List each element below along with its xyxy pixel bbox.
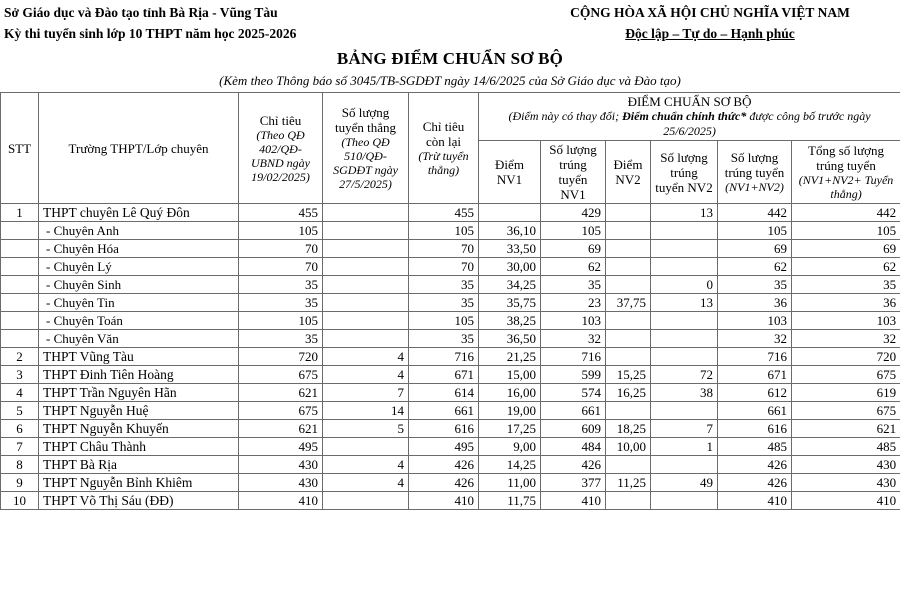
cell-direct: 14 [323,402,409,420]
cell-score-nv2 [606,312,651,330]
th-remain-label: Chỉ tiêu còn lại [422,119,465,149]
table-row [1,492,900,510]
th-total-label: Tổng số lượng trúng tuyển [808,143,885,173]
table-row [1,312,900,330]
cell-count-sum: 716 [718,348,792,366]
cell-stt: 2 [1,348,39,366]
th-direct-note: (Theo QĐ 510/QĐ-SGDĐT ngày 27/5/2025) [333,135,398,191]
cell-total: 675 [792,402,900,420]
table-row [1,348,900,366]
th-group-note-after: được công bố trước ngày 25/6/2025) [663,109,871,138]
cell-remain: 105 [409,312,479,330]
cell-score-nv1: 38,25 [479,312,541,330]
cell-total: 69 [792,240,900,258]
cell-score-nv2 [606,348,651,366]
th-score-nv2: Điểm NV2 [606,141,651,204]
table-row [1,456,900,474]
cell-direct [323,294,409,312]
cell-count-sum: 69 [718,240,792,258]
cell-count-nv1: 410 [541,492,606,510]
cell-count-nv1: 716 [541,348,606,366]
cell-count-sum: 32 [718,330,792,348]
table-row [1,438,900,456]
cell-total: 410 [792,492,900,510]
table-row [1,474,900,492]
table-row [1,366,900,384]
cell-direct [323,438,409,456]
cell-count-sum: 442 [718,204,792,222]
th-count-nv1: Số lượng trúng tuyển NV1 [541,141,606,204]
cell-target: 35 [239,276,323,294]
cell-stt: 1 [1,204,39,222]
cell-score-nv2 [606,276,651,294]
national-motto: Độc lập – Tự do – Hạnh phúc [625,26,795,41]
table-row [1,204,900,222]
cell-score-nv2: 37,75 [606,294,651,312]
cell-score-nv2 [606,492,651,510]
cell-school: THPT Nguyễn Khuyến [39,420,239,438]
cell-direct: 4 [323,348,409,366]
cell-target: 430 [239,474,323,492]
cell-score-nv2 [606,330,651,348]
cell-remain: 426 [409,456,479,474]
cell-count-nv2 [651,348,718,366]
cell-stt: 5 [1,402,39,420]
cell-count-nv2 [651,312,718,330]
th-group-note [483,109,896,139]
cell-total: 619 [792,384,900,402]
cell-target: 70 [239,240,323,258]
page-subtitle: (Kèm theo Thông báo số 3045/TB-SGDĐT ngày 14/6/2025 của Sở Giáo dục và Đào tạo) [219,73,681,88]
cell-score-nv1: 36,50 [479,330,541,348]
cell-count-sum: 410 [718,492,792,510]
cell-stt [1,276,39,294]
cell-target: 105 [239,222,323,240]
cell-score-nv1: 11,00 [479,474,541,492]
cell-count-sum: 612 [718,384,792,402]
cell-score-nv1: 34,25 [479,276,541,294]
th-count-sum-label: Số lượng trúng tuyển [724,150,785,180]
department-name: Sở Giáo dục và Đào tạo tỉnh Bà Rịa - Vũng Tàu [4,5,278,20]
cell-remain: 70 [409,258,479,276]
cell-count-nv1: 609 [541,420,606,438]
cell-remain: 426 [409,474,479,492]
cell-count-nv1: 426 [541,456,606,474]
cell-score-nv2: 18,25 [606,420,651,438]
th-stt: STT [1,93,39,204]
cell-score-nv2 [606,240,651,258]
th-count-sum-note: (NV1+NV2) [725,180,784,194]
cell-score-nv1: 33,50 [479,240,541,258]
th-direct-label: Số lượng tuyển thẳng [334,105,396,135]
cell-count-sum: 62 [718,258,792,276]
cell-count-nv2: 49 [651,474,718,492]
cell-school: THPT Đinh Tiên Hoàng [39,366,239,384]
cell-count-nv1: 599 [541,366,606,384]
cell-remain: 495 [409,438,479,456]
cell-count-sum: 485 [718,438,792,456]
cell-score-nv2: 16,25 [606,384,651,402]
cell-direct [323,492,409,510]
table-row [1,384,900,402]
cell-stt: 4 [1,384,39,402]
cell-count-nv2 [651,240,718,258]
cell-remain: 661 [409,402,479,420]
cell-score-nv2 [606,402,651,420]
cell-score-nv2: 10,00 [606,438,651,456]
cell-direct: 5 [323,420,409,438]
cell-total: 430 [792,474,900,492]
table-row [1,258,900,276]
cell-total: 430 [792,456,900,474]
cell-count-nv1: 23 [541,294,606,312]
header-row-group [1,93,900,141]
cell-count-sum: 35 [718,276,792,294]
cell-count-nv1: 105 [541,222,606,240]
cell-total: 103 [792,312,900,330]
country-name: CỘNG HÒA XÃ HỘI CHỦ NGHĨA VIỆT NAM [570,5,850,20]
cell-school: - Chuyên Hóa [39,240,239,258]
cell-stt [1,312,39,330]
cell-direct [323,312,409,330]
letterhead-right [520,2,900,44]
letterhead [0,0,900,44]
cell-stt: 6 [1,420,39,438]
cell-school: THPT Võ Thị Sáu (ĐĐ) [39,492,239,510]
cell-target: 455 [239,204,323,222]
cell-remain: 35 [409,330,479,348]
letterhead-left [0,2,520,44]
page-title: BẢNG ĐIỂM CHUẨN SƠ BỘ [336,49,564,68]
table-row [1,222,900,240]
cell-score-nv2 [606,204,651,222]
cell-direct: 4 [323,456,409,474]
cell-count-nv2: 1 [651,438,718,456]
cell-stt: 3 [1,366,39,384]
cell-count-nv1: 484 [541,438,606,456]
cell-total: 36 [792,294,900,312]
cell-total: 621 [792,420,900,438]
cell-count-nv1: 574 [541,384,606,402]
cell-count-nv1: 62 [541,258,606,276]
cell-stt [1,294,39,312]
th-remain [409,93,479,204]
cell-direct [323,204,409,222]
table-row [1,330,900,348]
cell-school: - Chuyên Sinh [39,276,239,294]
cell-school: - Chuyên Lý [39,258,239,276]
cell-score-nv1: 35,75 [479,294,541,312]
cell-score-nv1: 17,25 [479,420,541,438]
cell-direct: 4 [323,474,409,492]
cell-remain: 70 [409,240,479,258]
cell-total: 105 [792,222,900,240]
th-target [239,93,323,204]
cell-school: THPT chuyên Lê Quý Đôn [39,204,239,222]
cell-count-nv2 [651,492,718,510]
cell-direct [323,240,409,258]
cell-count-sum: 105 [718,222,792,240]
cell-count-sum: 661 [718,402,792,420]
cell-total: 485 [792,438,900,456]
cell-remain: 35 [409,276,479,294]
th-direct [323,93,409,204]
cell-remain: 35 [409,294,479,312]
cell-count-nv1: 32 [541,330,606,348]
cell-remain: 105 [409,222,479,240]
cell-score-nv2 [606,222,651,240]
cell-score-nv2 [606,258,651,276]
cell-stt [1,330,39,348]
cell-count-nv1: 103 [541,312,606,330]
cell-total: 32 [792,330,900,348]
cell-count-nv1: 69 [541,240,606,258]
cell-score-nv1: 21,25 [479,348,541,366]
th-score-nv1: Điểm NV1 [479,141,541,204]
th-group-cutoff [479,93,900,141]
th-target-note: (Theo QĐ 402/QĐ-UBND ngày 19/02/2025) [251,127,310,184]
cell-score-nv1: 15,00 [479,366,541,384]
cell-school: - Chuyên Văn [39,330,239,348]
cell-direct [323,258,409,276]
cell-direct: 7 [323,384,409,402]
cell-target: 70 [239,258,323,276]
cell-target: 430 [239,456,323,474]
cell-direct [323,222,409,240]
cell-score-nv1 [479,204,541,222]
cell-school: - Chuyên Toán [39,312,239,330]
cell-count-nv2: 13 [651,294,718,312]
cell-total: 35 [792,276,900,294]
cell-score-nv2: 15,25 [606,366,651,384]
th-remain-note: (Trừ tuyển thẳng) [418,149,469,177]
cell-score-nv2 [606,456,651,474]
th-group-title: ĐIỂM CHUẨN SƠ BỘ [627,94,752,109]
cell-target: 621 [239,420,323,438]
cell-count-nv2: 72 [651,366,718,384]
cell-count-sum: 103 [718,312,792,330]
cell-remain: 455 [409,204,479,222]
th-school: Trường THPT/Lớp chuyên [39,93,239,204]
cell-target: 35 [239,330,323,348]
cell-remain: 671 [409,366,479,384]
cell-count-sum: 616 [718,420,792,438]
cell-target: 675 [239,402,323,420]
cell-target: 675 [239,366,323,384]
cell-count-nv2 [651,222,718,240]
cell-stt: 8 [1,456,39,474]
cell-school: THPT Vũng Tàu [39,348,239,366]
cell-remain: 716 [409,348,479,366]
cell-remain: 614 [409,384,479,402]
th-count-sum [718,141,792,204]
cell-count-nv2 [651,402,718,420]
th-count-nv2: Số lượng trúng tuyển NV2 [651,141,718,204]
cell-school: THPT Trần Nguyên Hãn [39,384,239,402]
cell-count-sum: 36 [718,294,792,312]
cell-remain: 410 [409,492,479,510]
cell-school: THPT Bà Rịa [39,456,239,474]
cell-school: THPT Nguyễn Bỉnh Khiêm [39,474,239,492]
cell-total: 62 [792,258,900,276]
cell-stt: 7 [1,438,39,456]
cell-school: THPT Nguyễn Huệ [39,402,239,420]
table-row [1,294,900,312]
cell-target: 410 [239,492,323,510]
th-target-label: Chỉ tiêu [259,112,302,128]
cell-count-nv2 [651,258,718,276]
cell-target: 621 [239,384,323,402]
cell-stt: 10 [1,492,39,510]
cell-count-nv2: 38 [651,384,718,402]
cell-count-nv1: 377 [541,474,606,492]
th-group-note-before: (Điểm này có thay đổi; [508,109,620,123]
cell-remain: 616 [409,420,479,438]
cell-score-nv2: 11,25 [606,474,651,492]
cell-count-nv2: 13 [651,204,718,222]
cell-score-nv1: 19,00 [479,402,541,420]
table-body [1,204,900,510]
cell-total: 442 [792,204,900,222]
cell-count-nv2 [651,330,718,348]
cell-count-nv2: 0 [651,276,718,294]
cell-count-nv2 [651,456,718,474]
cell-count-nv1: 429 [541,204,606,222]
cell-school: - Chuyên Anh [39,222,239,240]
cell-count-sum: 671 [718,366,792,384]
cell-total: 675 [792,366,900,384]
table-head [1,93,900,204]
cell-count-nv1: 35 [541,276,606,294]
cell-score-nv1: 14,25 [479,456,541,474]
cell-direct [323,330,409,348]
table-row [1,420,900,438]
th-group-note-bold: Điểm chuẩn chính thức* [622,109,747,123]
cell-school: THPT Châu Thành [39,438,239,456]
cell-score-nv1: 11,75 [479,492,541,510]
table-row [1,402,900,420]
cell-stt [1,258,39,276]
cell-score-nv1: 9,00 [479,438,541,456]
cell-stt: 9 [1,474,39,492]
cell-count-nv2: 7 [651,420,718,438]
cell-score-nv1: 36,10 [479,222,541,240]
cell-direct: 4 [323,366,409,384]
cell-score-nv1: 30,00 [479,258,541,276]
table-row [1,276,900,294]
th-total [792,141,900,204]
exam-name: Kỳ thi tuyển sinh lớp 10 THPT năm học 2025-2026 [4,26,297,41]
cell-target: 105 [239,312,323,330]
th-total-note: (NV1+NV2+ Tuyển thẳng) [798,173,894,201]
cell-school: - Chuyên Tin [39,294,239,312]
cell-stt [1,222,39,240]
cell-stt [1,240,39,258]
cell-count-sum: 426 [718,456,792,474]
cell-target: 720 [239,348,323,366]
cell-count-sum: 426 [718,474,792,492]
cell-target: 35 [239,294,323,312]
cell-score-nv1: 16,00 [479,384,541,402]
table-row [1,240,900,258]
cell-total: 720 [792,348,900,366]
cutoff-score-table [0,92,900,510]
cell-direct [323,276,409,294]
cell-count-nv1: 661 [541,402,606,420]
cell-target: 495 [239,438,323,456]
